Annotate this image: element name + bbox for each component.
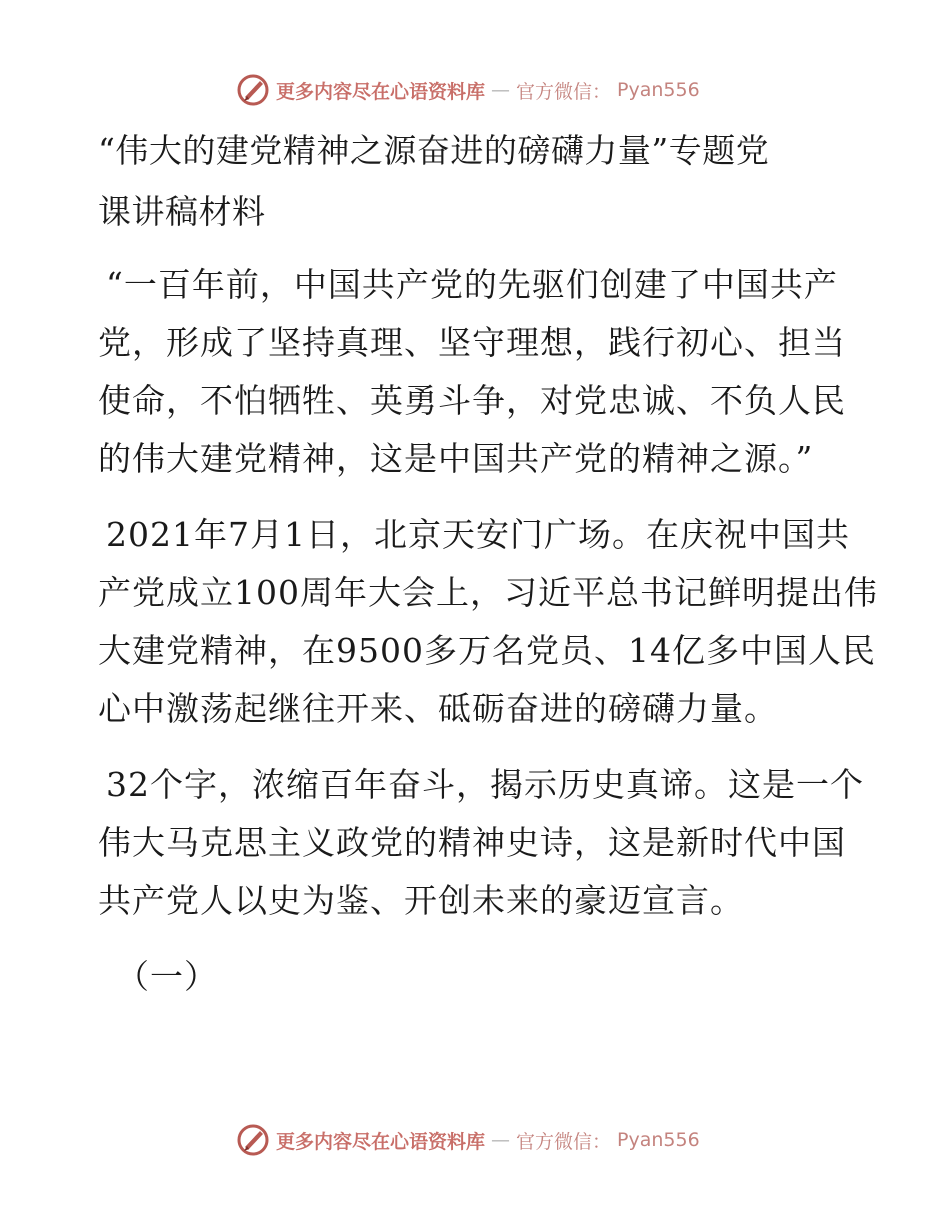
header-watermark (236, 72, 700, 108)
watermark-contact-id: Pyan556 (617, 79, 700, 101)
document-body (98, 120, 878, 1006)
watermark-logo-icon (236, 73, 270, 107)
watermark-brand: 更多内容尽在心语资料库 (276, 1130, 486, 1153)
title-line-2: 课讲稿材料 (98, 192, 266, 231)
watermark-contact-label: 官方微信： (516, 1130, 612, 1153)
paragraph-date-event: 2021年7月1日，北京天安门广场。在庆祝中国共产党成立100周年大会上，习近平总书记鲜明提出伟大建党精神，在9500多万名党员、14亿多中国人民心中激荡起继往开来、砥砺奋进的磅礴力量。 (98, 515, 878, 728)
document-title (98, 120, 878, 242)
watermark-contact-id: Pyan556 (617, 1129, 700, 1151)
watermark-brand: 更多内容尽在心语资料库 (276, 80, 486, 103)
paragraph-quote: “一百年前，中国共产党的先驱们创建了中国共产党，形成了坚持真理、坚守理想，践行初心、担当使命，不怕牺牲、英勇斗争，对党忠诚、不负人民的伟大建党精神，这是中国共产党的精神之源。” (98, 265, 846, 478)
section-heading-1: （一） (116, 957, 218, 996)
title-line-1: “伟大的建党精神之源奋进的磅礴力量”专题党 (98, 131, 770, 170)
watermark-logo-icon (236, 1123, 270, 1157)
watermark-separator: — (491, 1129, 511, 1151)
watermark-contact-label: 官方微信： (516, 80, 612, 103)
footer-watermark (236, 1122, 700, 1158)
paragraph-summary: 32个字，浓缩百年奋斗，揭示历史真谛。这是一个伟大马克思主义政党的精神史诗，这是新时代中国共产党人以史为鉴、开创未来的豪迈宣言。 (98, 765, 864, 920)
watermark-separator: — (491, 79, 511, 101)
